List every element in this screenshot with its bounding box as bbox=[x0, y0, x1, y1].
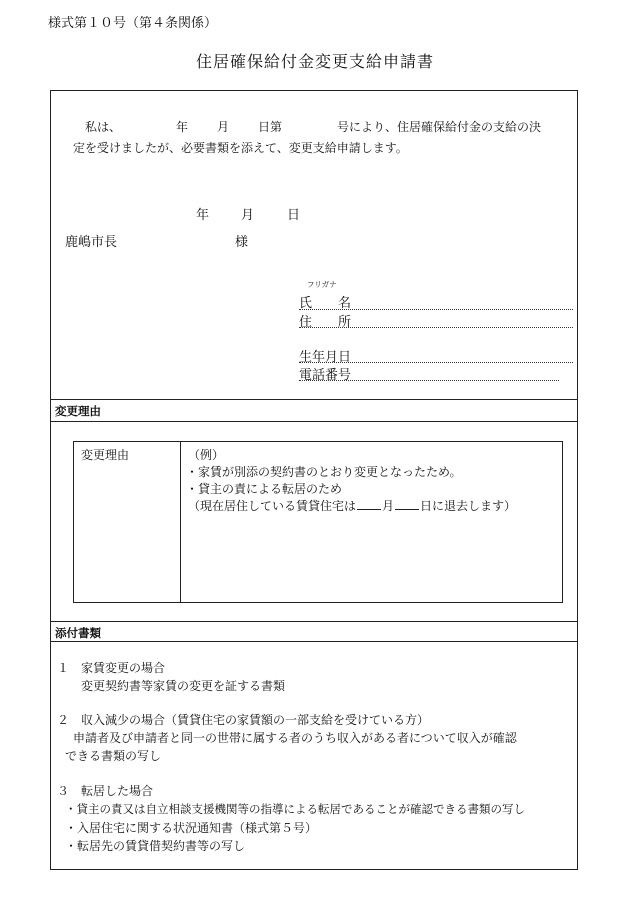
reason-heading: 変更理由 bbox=[55, 404, 101, 418]
intro-year: 年 bbox=[176, 120, 189, 134]
attach-s3-title: ３ 転居した場合 bbox=[57, 784, 154, 798]
page-title: 住居確保給付金変更支給申請書 bbox=[195, 52, 434, 71]
reason-box bbox=[73, 441, 563, 603]
name-field[interactable] bbox=[299, 309, 573, 310]
address-label: 住 所 bbox=[299, 315, 352, 330]
form-frame bbox=[50, 90, 578, 870]
intro-day: 日第 bbox=[258, 120, 283, 134]
attach-s2-body1: 申請者及び申請者と同一の世帯に属する者のうち収入がある者について収入が確認 bbox=[73, 731, 517, 745]
divider bbox=[51, 421, 577, 422]
attach-s1-body: 変更契約書等家賃の変更を証する書類 bbox=[81, 679, 286, 693]
birthdate-label: 生年月日 bbox=[299, 350, 352, 365]
date-year: 年 bbox=[196, 208, 210, 223]
move-month-blank[interactable] bbox=[357, 499, 381, 510]
reason-item2: ・貸主の責による転居のため bbox=[186, 482, 343, 496]
attach-s3-item3: ・転居先の賃貸借契約書等の写し bbox=[65, 839, 246, 853]
date-day: 日 bbox=[287, 208, 301, 223]
name-label: 氏 名 bbox=[299, 296, 352, 311]
addressee-honorific: 様 bbox=[235, 235, 249, 250]
reason-example: （例） bbox=[188, 448, 225, 462]
addressee-city: 鹿嶋市長 bbox=[65, 235, 118, 250]
attachments-heading: 添付書類 bbox=[55, 626, 101, 640]
intro-pre: 私は、 bbox=[85, 120, 122, 134]
reason-item3-pre: （現在居住している賃貸住宅は bbox=[188, 499, 357, 513]
intro-suffix: 号により、住居確保給付金の支給の決 bbox=[337, 120, 542, 134]
reason-cell-label: 変更理由 bbox=[81, 448, 130, 462]
reason-item3 bbox=[188, 497, 516, 514]
intro-line2: 定を受けましたが、必要書類を添えて、変更支給申請します。 bbox=[73, 141, 408, 155]
phone-label: 電話番号 bbox=[299, 368, 352, 383]
intro-month: 月 bbox=[217, 120, 230, 134]
attach-s1-title: １ 家賃変更の場合 bbox=[57, 661, 166, 675]
attach-s2-body2: できる書類の写し bbox=[65, 749, 162, 763]
furigana-label: フリガナ bbox=[307, 280, 337, 289]
divider bbox=[51, 399, 577, 400]
attach-s3-item2: ・入居住宅に関する状況通知書（様式第５号） bbox=[65, 821, 318, 835]
form-number: 様式第１０号（第４条関係） bbox=[48, 16, 218, 31]
divider bbox=[51, 621, 577, 622]
reason-item3-month: 月 bbox=[382, 499, 395, 513]
divider bbox=[51, 641, 577, 642]
reason-box-divider bbox=[180, 442, 181, 602]
attach-s2-title: ２ 収入減少の場合（賃貸住宅の家賃額の一部支給を受けている方） bbox=[57, 713, 430, 727]
attach-s3-item1: ・貸主の責又は自立相談支援機関等の指導による転居であることが確認できる書類の写し bbox=[65, 802, 525, 816]
address-field[interactable] bbox=[299, 327, 573, 328]
move-day-blank[interactable] bbox=[395, 499, 419, 510]
reason-item3-post: 日に退去します） bbox=[420, 499, 517, 513]
reason-item1: ・家賃が別添の契約書のとおり変更となったため。 bbox=[186, 465, 462, 479]
date-month: 月 bbox=[241, 208, 255, 223]
birthdate-field[interactable] bbox=[299, 362, 573, 363]
phone-field[interactable] bbox=[299, 380, 559, 381]
